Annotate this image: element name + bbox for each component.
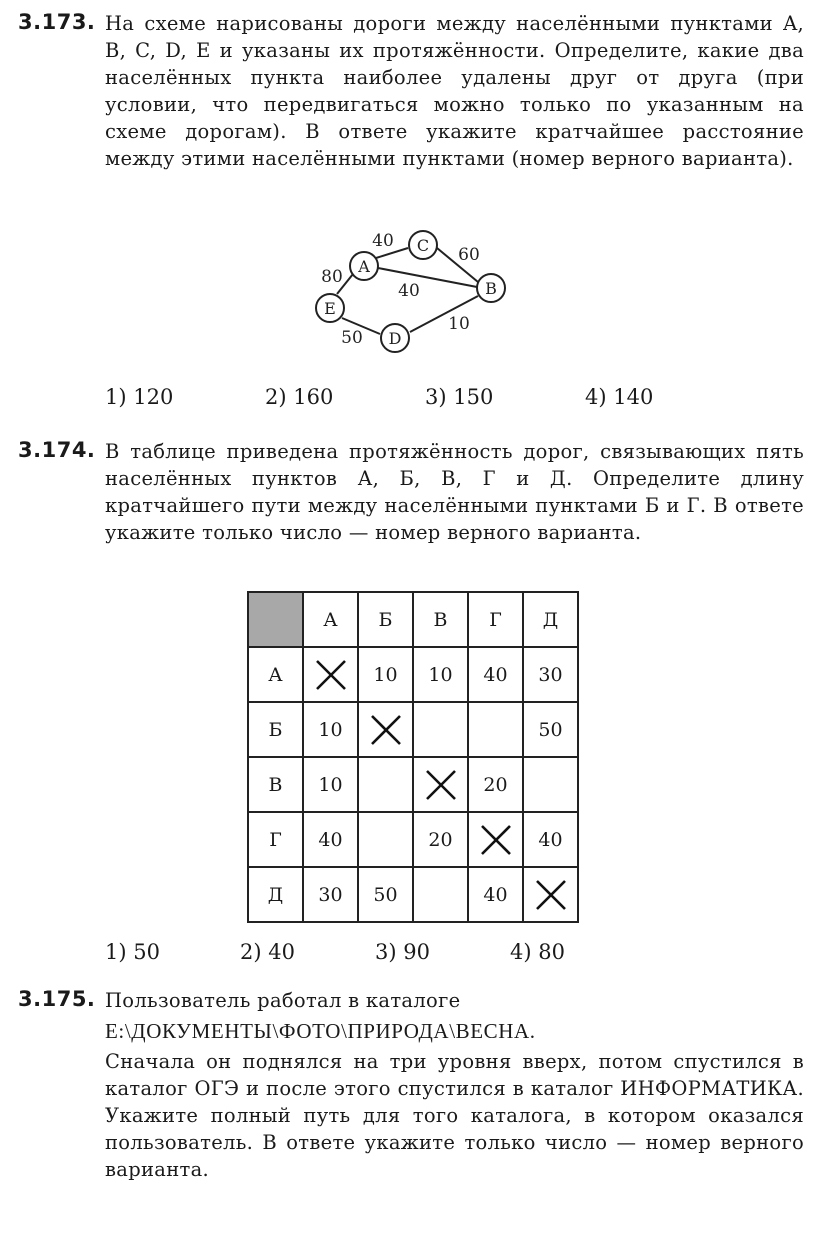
answer-option: 3) 90 [375, 940, 430, 964]
node-label-b: B [485, 279, 497, 298]
node-label-e: E [324, 299, 336, 318]
column-header: А [303, 592, 358, 647]
table-corner-cell [248, 592, 303, 647]
problem-text: На схеме нарисованы дороги между населёнными пунктами A, B, C, D, E и указаны их протяжённости. Определите, какие два населённых пункта наиболее удалены друг от друга (при условии, что передвигаться можно только по указанным на схеме дорогам). В ответе укажите кратчайшее расстояние между этими населёнными пунктами (номер верного варианта). [105, 12, 804, 170]
diagonal-cross-icon [413, 757, 468, 812]
edge-label-db: 10 [448, 314, 470, 334]
problem-number: 3.175. [18, 987, 96, 1011]
edge-a-b [378, 268, 477, 287]
table-cell: 10 [413, 647, 468, 702]
table-cell [358, 757, 413, 812]
edge-label-ae: 80 [321, 267, 343, 287]
answer-option: 2) 160 [265, 385, 334, 409]
node-label-d: D [388, 329, 402, 348]
table-cell: 30 [303, 867, 358, 922]
column-header: Д [523, 592, 578, 647]
answer-option: 4) 80 [510, 940, 565, 964]
edge-label-cb: 60 [458, 245, 480, 265]
table-row [248, 812, 578, 867]
table-cell: 10 [303, 702, 358, 757]
row-header: А [248, 647, 303, 702]
table-cell: 20 [468, 757, 523, 812]
table-cell [523, 757, 578, 812]
directory-path: E:\ДОКУМЕНТЫ\ФОТО\ПРИРОДА\ВЕСНА. [105, 1019, 536, 1043]
table-cell: 10 [358, 647, 413, 702]
edge-label-ed: 50 [341, 328, 363, 348]
distance-table [247, 591, 579, 923]
column-header: Б [358, 592, 413, 647]
problem-number: 3.173. [18, 10, 96, 34]
table-row [248, 647, 578, 702]
answer-option: 1) 50 [105, 940, 160, 964]
problem-number: 3.174. [18, 438, 96, 462]
table-cell: 40 [468, 867, 523, 922]
edge-label-ab: 40 [398, 281, 420, 301]
table-cell: 10 [303, 757, 358, 812]
edge-label-ac: 40 [372, 231, 394, 251]
table-cell [468, 702, 523, 757]
table-cell: 30 [523, 647, 578, 702]
row-header: Д [248, 867, 303, 922]
table-cell: 40 [303, 812, 358, 867]
problem-3-173 [18, 10, 804, 172]
table-cell: 50 [523, 702, 578, 757]
table-row [248, 867, 578, 922]
table-header-row [248, 592, 578, 647]
table-cell [358, 812, 413, 867]
diagonal-cross-icon [358, 702, 413, 757]
problem-text: Сначала он поднялся на три уровня вверх, потом спустился в каталог ОГЭ и после этого спустился в каталог ИНФОРМАТИКА. Укажите полный путь для того каталога, в котором оказался пользователь. В ответе укажите только число — номер верного варианта. [105, 1050, 804, 1181]
road-graph [0, 228, 816, 358]
problem-text: В таблице приведена протяжённость дорог, связывающих пять населённых пунктов А, Б, В, Г и Д. Определите длину кратчайшего пути между населёнными пунктами Б и Г. В ответе укажите только число — номер верного варианта. [105, 440, 804, 544]
row-header: В [248, 757, 303, 812]
answer-option: 1) 120 [105, 385, 174, 409]
table-cell: 40 [468, 647, 523, 702]
diagonal-cross-icon [523, 867, 578, 922]
answer-option: 3) 150 [425, 385, 494, 409]
table-row [248, 702, 578, 757]
node-label-c: C [416, 236, 430, 255]
answer-option: 4) 140 [585, 385, 654, 409]
answer-option: 2) 40 [240, 940, 295, 964]
table-cell [413, 867, 468, 922]
row-header: Г [248, 812, 303, 867]
table-cell: 50 [358, 867, 413, 922]
column-header: Г [468, 592, 523, 647]
problem-3-175 [18, 987, 804, 1183]
diagonal-cross-icon [303, 647, 358, 702]
row-header: Б [248, 702, 303, 757]
diagonal-cross-icon [468, 812, 523, 867]
column-header: В [413, 592, 468, 647]
table-cell [413, 702, 468, 757]
table-cell: 40 [523, 812, 578, 867]
table-cell: 20 [413, 812, 468, 867]
table-row [248, 757, 578, 812]
node-label-a: A [358, 257, 370, 276]
problem-3-174 [18, 438, 804, 546]
problem-intro: Пользователь работал в каталоге [105, 989, 461, 1012]
